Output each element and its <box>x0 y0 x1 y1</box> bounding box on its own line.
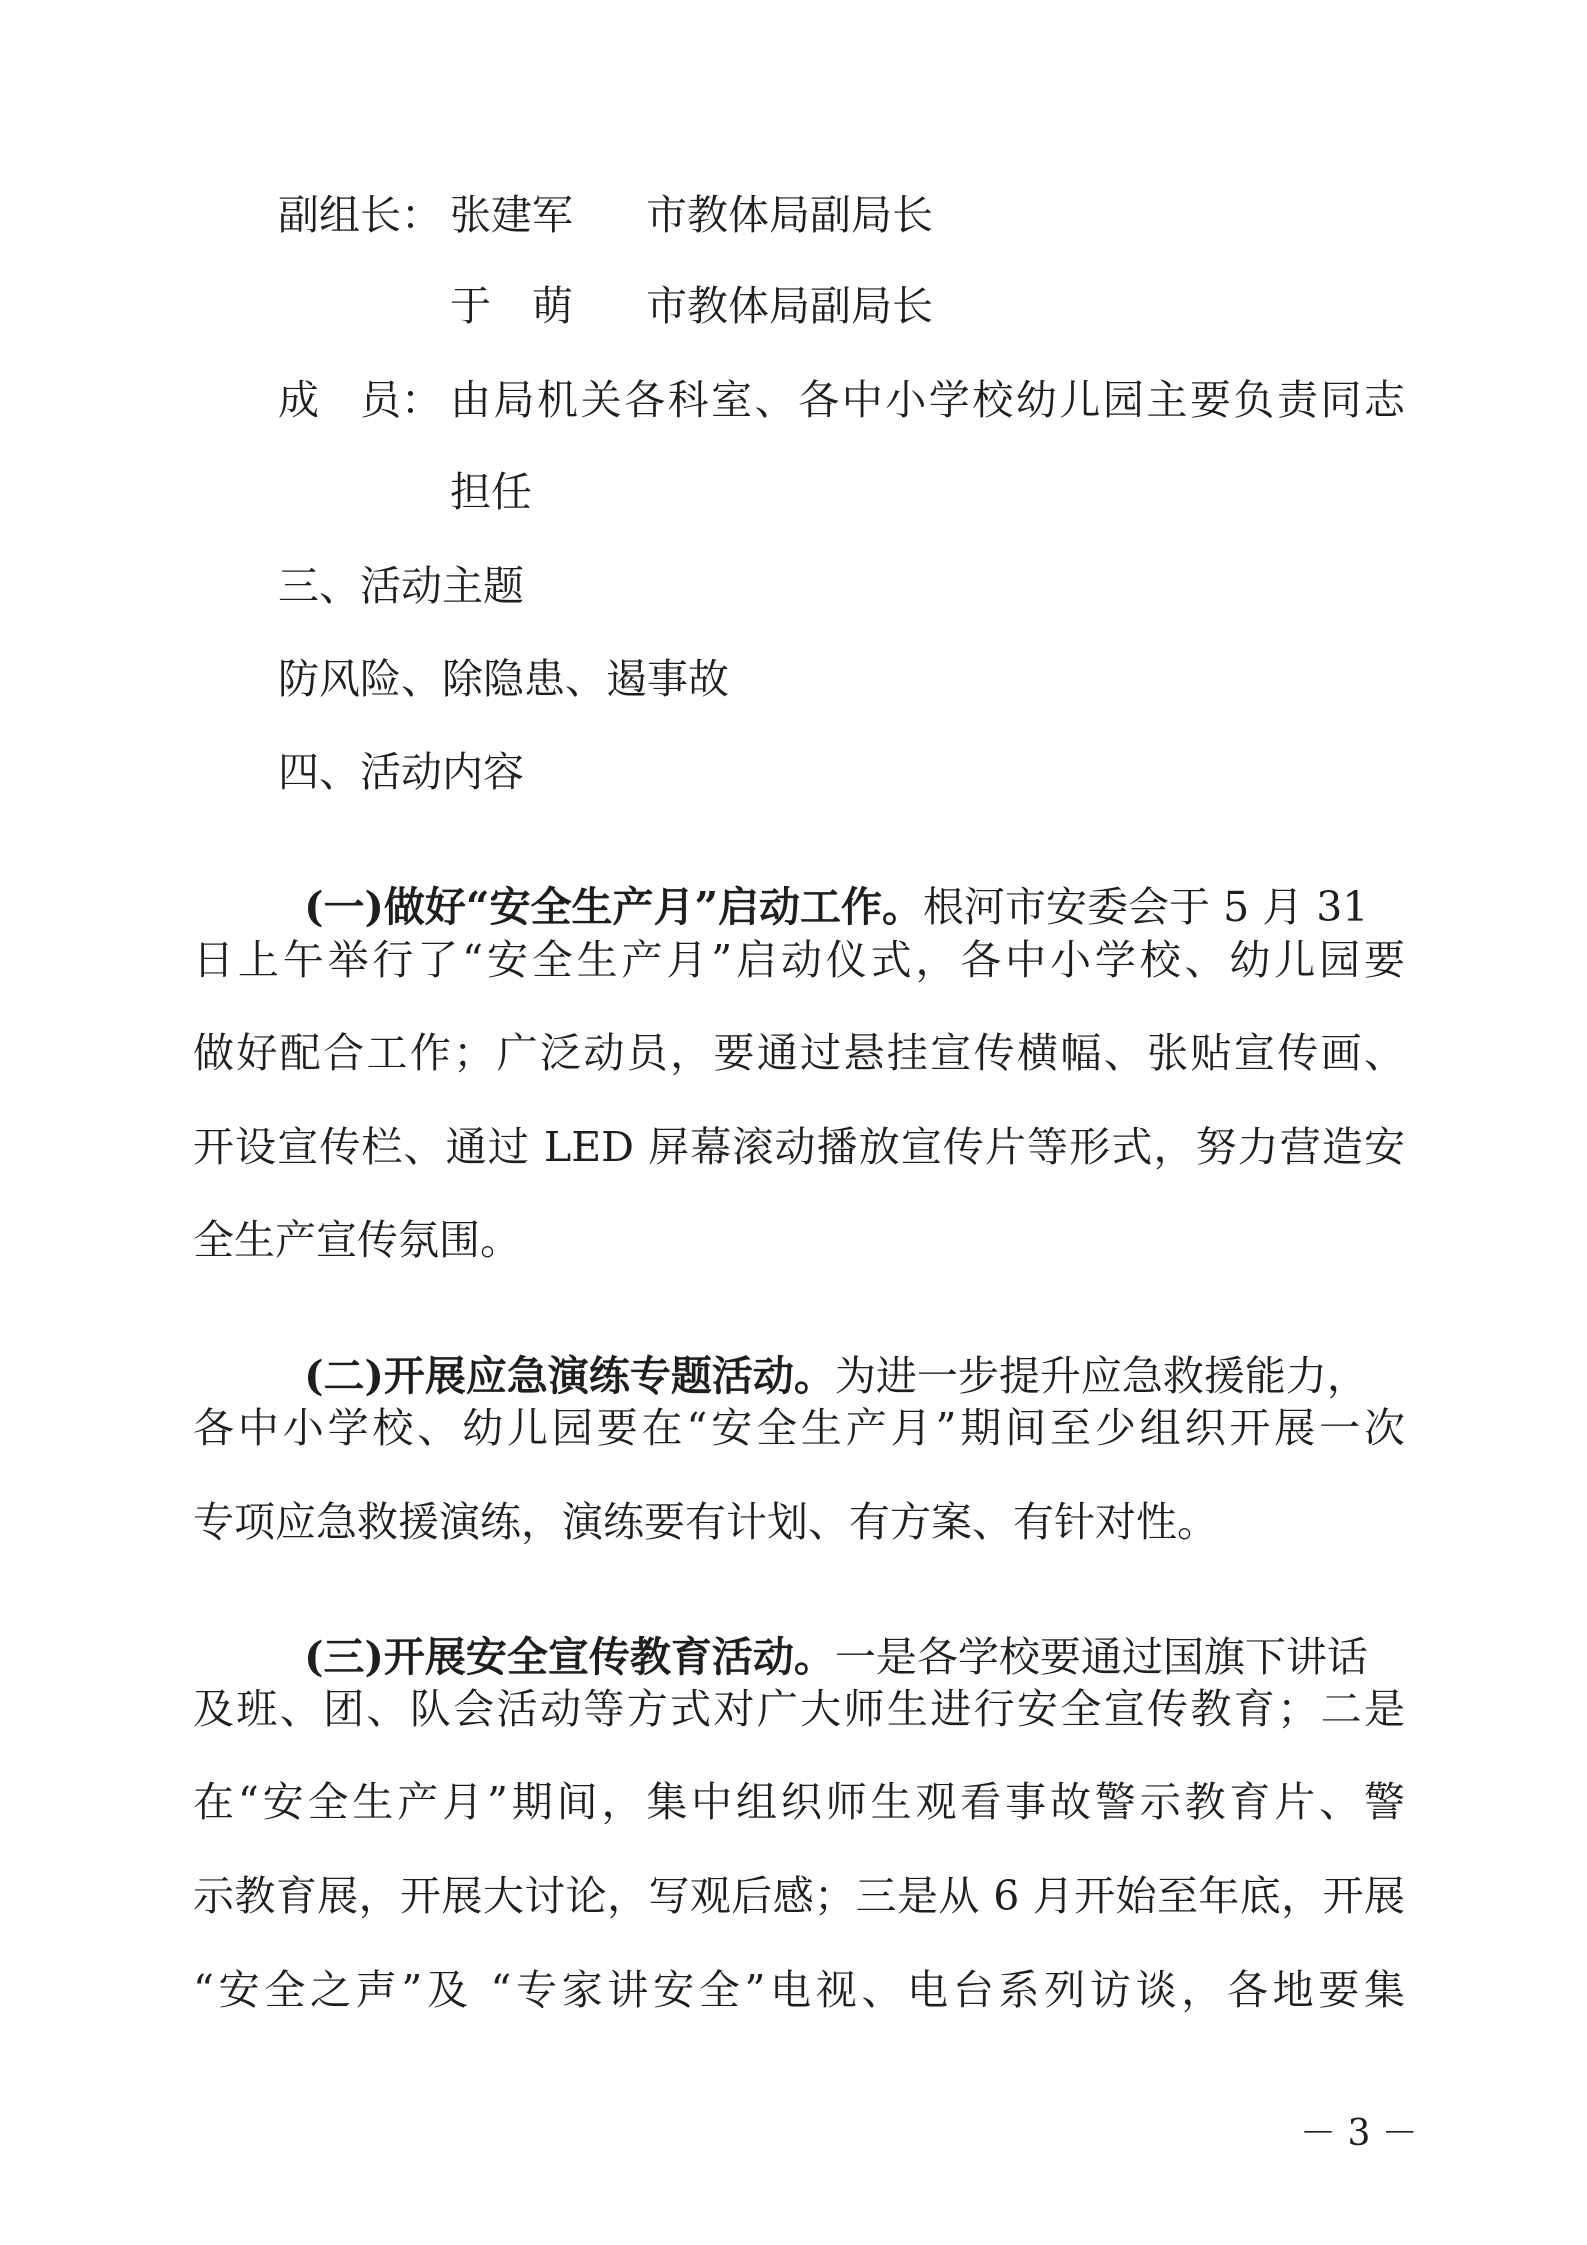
section-3-heading: 三、活动主题 <box>278 562 524 610</box>
item-1-line-2: 日上午举行了“安全生产月”启动仪式，各中小学校、幼儿园要 <box>193 936 1405 984</box>
item-1-line-5: 全生产宣传氛围。 <box>193 1216 521 1264</box>
item-3-text-start: 一是各学校要通过国旗下讲话 <box>834 1633 1368 1681</box>
item-3-first-line <box>278 1596 1405 1681</box>
item-2-first-line <box>278 1315 1405 1400</box>
item-1-line-4: 开设宣传栏、通过 LED 屏幕滚动播放宣传片等形式，努力营造安 <box>193 1123 1405 1171</box>
item-3-line-2: 及班、团、队会活动等方式对广大师生进行安全宣传教育；二是 <box>193 1685 1405 1733</box>
item-1-text-start: 根河市安委会于 5 月 31 <box>923 883 1369 931</box>
members-label: 成 员： <box>278 376 442 424</box>
deputy-label: 副组长： <box>278 191 442 239</box>
item-2-text-start: 为进一步提升应急救援能力， <box>834 1352 1368 1400</box>
item-3-title: (三)开展安全宣传教育活动。 <box>304 1633 835 1681</box>
item-2-title: (二)开展应急演练专题活动。 <box>304 1352 835 1400</box>
item-2-line-3: 专项应急救援演练，演练要有计划、有方案、有针对性。 <box>193 1498 1218 1546</box>
item-3-line-4: 示教育展，开展大讨论，写观后感；三是从 6 月开始至年底，开展 <box>193 1872 1405 1920</box>
page-number: － 3 － <box>1300 2113 1418 2154</box>
item-1-line-3: 做好配合工作；广泛动员，要通过悬挂宣传横幅、张贴宣传画、 <box>193 1029 1405 1077</box>
section-3-text: 防风险、除隐患、遏事故 <box>278 655 729 703</box>
item-1-title: (一)做好“安全生产月”启动工作。 <box>304 883 924 931</box>
section-4-heading: 四、活动内容 <box>278 748 524 796</box>
item-3-line-3: 在“安全生产月”期间，集中组织师生观看事故警示教育片、警 <box>193 1778 1405 1826</box>
deputy-1-title: 市教体局副局长 <box>646 191 933 239</box>
deputy-2-title: 市教体局副局长 <box>646 282 933 330</box>
deputy-1-name: 张建军 <box>450 191 573 239</box>
item-3-line-5: “安全之声”及 “专家讲安全”电视、电台系列访谈，各地要集 <box>193 1966 1405 2014</box>
members-line-1: 由局机关各科室、各中小学校幼儿园主要负责同志 <box>450 376 1405 424</box>
members-line-2: 担任 <box>450 468 532 516</box>
item-2-line-2: 各中小学校、幼儿园要在“安全生产月”期间至少组织开展一次 <box>193 1404 1405 1452</box>
item-1-first-line <box>278 846 1405 931</box>
deputy-2-name: 于 萌 <box>450 282 573 330</box>
